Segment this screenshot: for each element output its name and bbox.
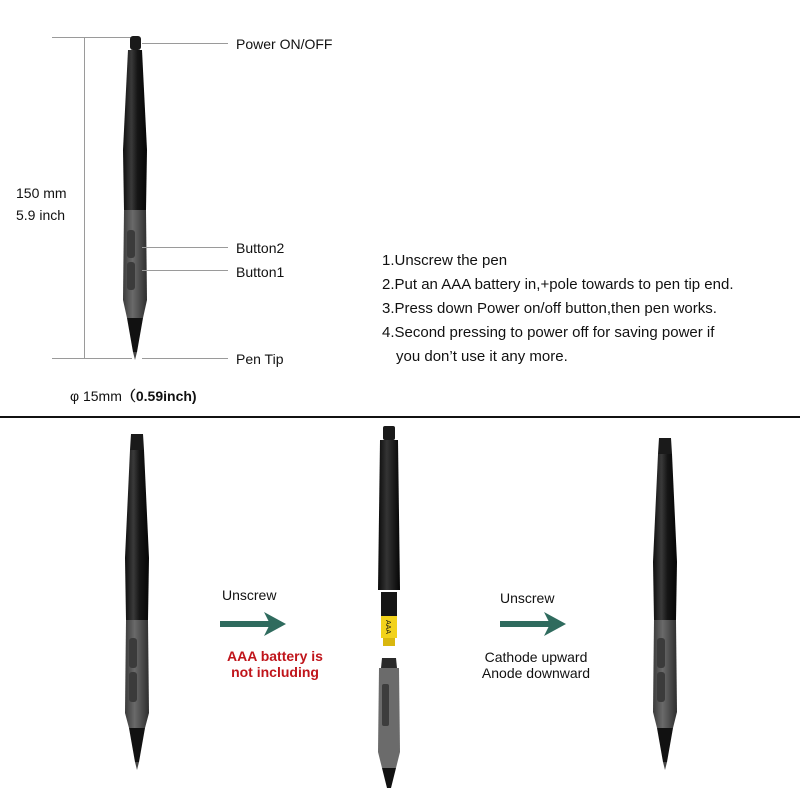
note-line-2: Anode downward xyxy=(481,665,591,681)
dimension-vertical-line xyxy=(84,37,85,358)
step-4: 4.Second pressing to power off for saving power if xyxy=(382,324,715,341)
stylus-pen-icon xyxy=(112,428,162,773)
diameter-label xyxy=(70,386,197,406)
stylus-pen-icon xyxy=(110,30,160,365)
instructions-list xyxy=(382,249,734,369)
orientation-note xyxy=(466,649,606,681)
battery-text: AAA xyxy=(384,619,391,635)
button1-label: Button1 xyxy=(236,264,285,280)
disassembled-pen-icon xyxy=(366,422,412,794)
power-callout-line xyxy=(142,43,228,44)
unscrew-label-left: Unscrew xyxy=(222,587,277,603)
diameter-inch: （0.59inch) xyxy=(121,388,197,404)
step-2: 2.Put an AAA battery in,+pole towards to pen tip end. xyxy=(382,276,734,293)
length-inch-label: 5.9 inch xyxy=(16,207,66,223)
warning-line-2: not including xyxy=(231,664,319,680)
diameter-mm: φ 15mm xyxy=(70,388,122,404)
power-label: Power ON/OFF xyxy=(236,36,333,52)
section-divider xyxy=(0,416,800,418)
step-1: 1.Unscrew the pen xyxy=(382,252,508,269)
button2-callout-line xyxy=(142,247,228,248)
button1-callout-line xyxy=(142,270,228,271)
right-arrow-icon xyxy=(218,610,290,638)
step-4-continued: you don’t use it any more. xyxy=(396,348,568,365)
unscrew-label-right: Unscrew xyxy=(500,590,555,606)
battery-warning xyxy=(210,648,340,680)
pentip-callout-line xyxy=(142,358,228,359)
step-3: 3.Press down Power on/off button,then pen works. xyxy=(382,300,717,317)
note-line-1: Cathode upward xyxy=(484,649,588,665)
right-arrow-icon xyxy=(498,610,570,638)
stylus-pen-icon xyxy=(640,432,690,772)
button2-label: Button2 xyxy=(236,240,285,256)
warning-line-1: AAA battery is xyxy=(227,648,323,664)
pen-tip-label: Pen Tip xyxy=(236,351,284,367)
length-mm-label: 150 mm xyxy=(16,185,67,201)
